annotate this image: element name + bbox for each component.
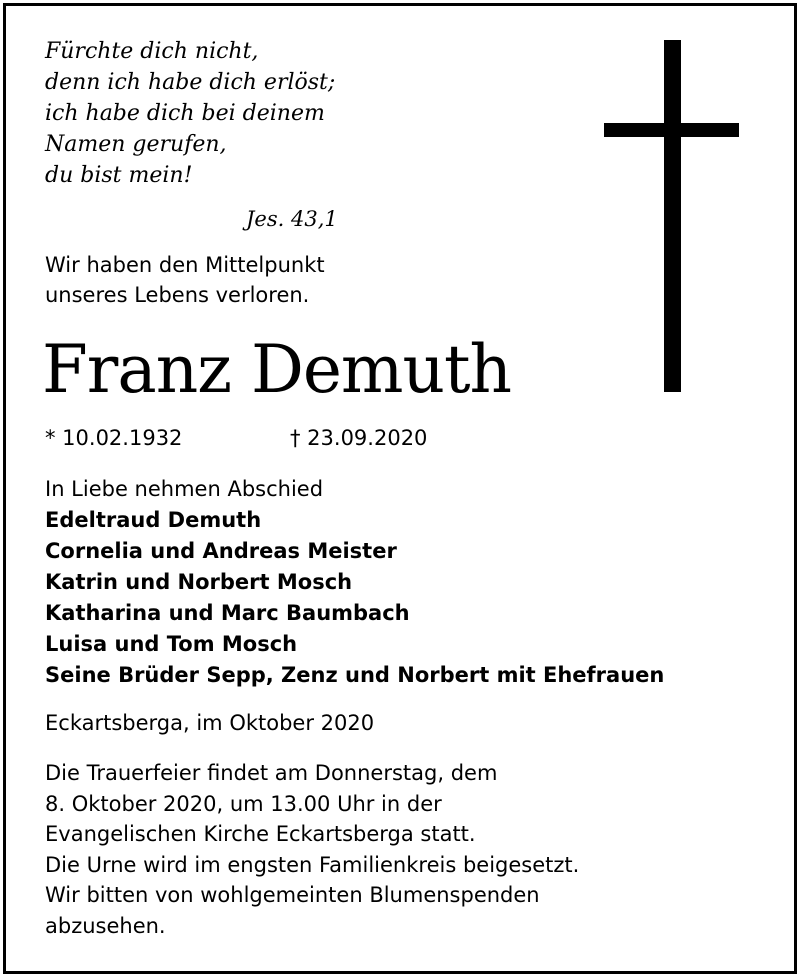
mourner-name: Katharina und Marc Baumbach — [45, 601, 410, 625]
verse-line: Namen gerufen, — [45, 132, 227, 157]
verse-line: ich habe dich bei deinem — [45, 101, 325, 126]
deceased-name: Franz Demuth — [42, 331, 512, 408]
verse-reference: Jes. 43,1 — [246, 207, 338, 231]
cross-icon-bar — [604, 123, 739, 137]
verse-line: du bist mein! — [45, 163, 193, 188]
funeral-notice — [45, 758, 579, 941]
intro-text — [45, 250, 325, 310]
notice-line: Wir bitten von wohlgemeinten Blumenspenden — [45, 883, 540, 907]
mourner-name: Cornelia und Andreas Meister — [45, 539, 397, 563]
verse-line: Fürchte dich nicht, — [45, 39, 259, 64]
notice-line: Evangelischen Kirche Eckartsberga statt. — [45, 822, 476, 846]
birth-date: * 10.02.1932 — [45, 426, 183, 450]
mourners-list — [45, 474, 664, 691]
notice-line: 8. Oktober 2020, um 13.00 Uhr in der — [45, 791, 442, 816]
mourner-name: Seine Brüder Sepp, Zenz und Norbert mit Ehefrauen — [45, 663, 665, 687]
verse-line: denn ich habe dich erlöst; — [45, 70, 336, 95]
mourner-name: Edeltraud Demuth — [45, 508, 262, 532]
notice-line: Die Urne wird im engsten Familienkreis beigesetzt. — [45, 852, 580, 877]
mourners-heading: In Liebe nehmen Abschied — [45, 477, 324, 501]
cross-icon — [664, 40, 681, 392]
mourner-name: Katrin und Norbert Mosch — [45, 570, 353, 594]
intro-line: Wir haben den Mittelpunkt — [45, 253, 325, 277]
notice-line: Die Trauerfeier findet am Donnerstag, dem — [45, 761, 498, 785]
death-date: † 23.09.2020 — [290, 426, 428, 450]
intro-line: unseres Lebens verloren. — [45, 283, 310, 307]
notice-line: abzusehen. — [45, 913, 166, 938]
place-and-date: Eckartsberga, im Oktober 2020 — [45, 711, 375, 735]
mourner-name: Luisa und Tom Mosch — [45, 632, 298, 656]
bible-verse — [45, 36, 335, 191]
